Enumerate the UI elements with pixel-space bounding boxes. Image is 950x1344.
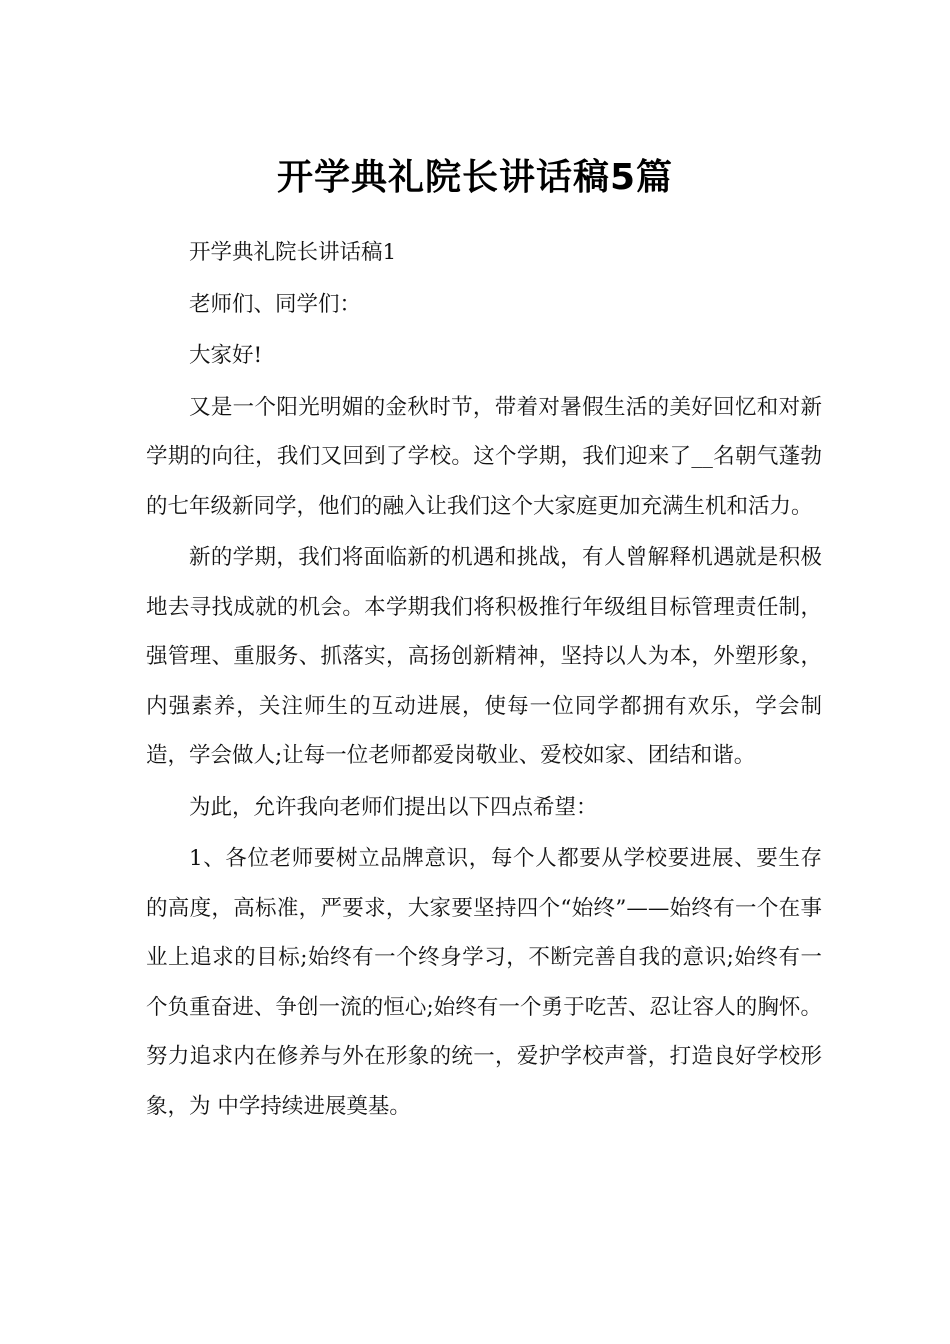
greeting: 大家好! bbox=[189, 343, 263, 368]
salutation: 老师们、同学们： bbox=[189, 291, 362, 317]
paragraph: 为此，允许我向老师们提出以下四点希望： bbox=[189, 794, 598, 820]
document-body bbox=[146, 228, 822, 1133]
paragraph: 新的学期，我们将面临新的机遇和挑战，有人曾解释机遇就是积极地去寻找成就的机会。本学期我们将积极推行年级组目标管理责任制，强管理、重服务、抓落实，高扬创新精神，坚持以人为本，外塑形象，内强素养，关注师生的互动进展，使每一位同学都拥有欢乐，学会制造，学会做人;让每一位老师都爱岗敬业、爱校如家、团结和谐。 bbox=[146, 545, 822, 768]
document-title: 开学典礼院长讲话稿5篇 bbox=[276, 157, 674, 199]
paragraph: 1、各位老师要树立品牌意识，每个人都要从学校要进展、要生存的高度，高标准，严要求，大家要坚持四个“始终”——始终有一个在事业上追求的目标;始终有一个终身学习，不断完善自我的意识;始终有一个负重奋进、争创一流的恒心;始终有一个勇于吃苦、忍让容人的胸怀。努力追求内在修养与外在形象的统一，爱护学校声誉，打造良好学校形象，为 中学持续进展奠基。 bbox=[146, 846, 822, 1119]
section-heading: 开学典礼院长讲话稿1 bbox=[189, 240, 397, 265]
paragraph: 又是一个阳光明媚的金秋时节，带着对暑假生活的美好回忆和对新学期的向往，我们又回到了学校。这个学期，我们迎来了__名朝气蓬勃的七年级新同学，他们的融入让我们这个大家庭更加充满生机和活力。 bbox=[146, 394, 822, 519]
